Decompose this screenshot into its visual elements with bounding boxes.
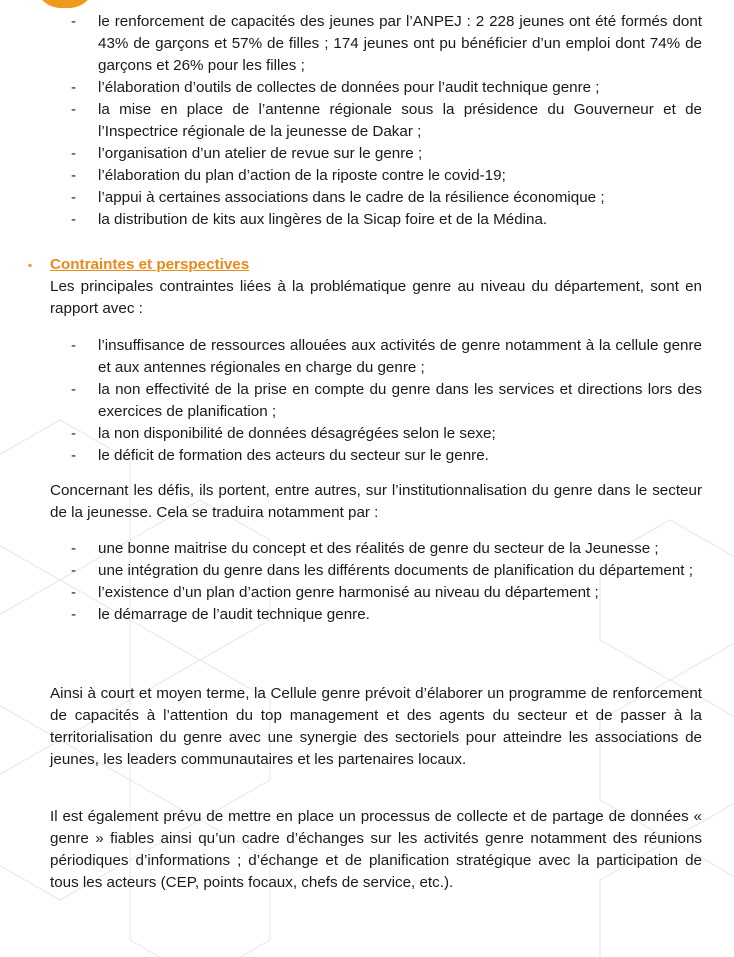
constraints-list bbox=[71, 335, 702, 467]
list-item: - l’élaboration d’outils de collectes de données pour l’audit technique genre ; bbox=[71, 79, 600, 96]
list-item: - l’appui à certaines associations dans le cadre de la résilience économique ; bbox=[71, 189, 605, 206]
list-item: - une bonne maitrise du concept et des réalités de genre du secteur de la Jeunesse ; bbox=[71, 540, 659, 557]
list-item: - l’organisation d’un atelier de revue sur le genre ; bbox=[71, 145, 423, 162]
list-item: - une intégration du genre dans les différents documents de planification du département ; bbox=[71, 562, 693, 579]
constraints-intro-paragraph: Les principales contraintes liées à la problématique genre au niveau du département, sont en rapport avec : bbox=[50, 278, 702, 317]
square-bullet-icon: ▪ bbox=[28, 258, 33, 272]
short-term-paragraph: Ainsi à court et moyen terme, la Cellule genre prévoit d’élaborer un programme de renforcement de capacités à l’attention du top management et des agents du secteur et de passer à la territorialisation du genre avec une synergie des sectoriels pour atteindre les associations de jeunes, les leaders communautaires et les partenaires locaux. bbox=[50, 685, 702, 768]
list-item: - l’existence d’un plan d’action genre harmonisé au niveau du département ; bbox=[71, 584, 599, 601]
activities-list bbox=[71, 11, 702, 231]
list-item: - la distribution de kits aux lingères de la Sicap foire et de la Médina. bbox=[71, 211, 548, 228]
data-process-paragraph: Il est également prévu de mettre en place un processus de collecte et de partage de données « genre » fiables ainsi qu’un cadre d’échanges sur les activités genre notamment des réunions périodiques d’informations ; d’échange et de planification stratégique avec la participation de tous les acteurs (CEP, points focaux, chefs de service, etc.). bbox=[50, 808, 702, 891]
challenges-list bbox=[71, 538, 702, 626]
list-item: - la mise en place de l’antenne régionale sous la présidence du Gouverneur et de l’Inspectrice régionale de la jeunesse de Dakar ; bbox=[71, 101, 702, 140]
list-item: - le déficit de formation des acteurs du secteur sur le genre. bbox=[71, 447, 489, 464]
list-item: - la non disponibilité de données désagrégées selon le sexe; bbox=[71, 425, 496, 442]
list-item: - le renforcement de capacités des jeunes par l’ANPEJ : 2 228 jeunes ont été formés dont 43% de garçons et 57% de filles ; 174 jeunes ont pu bénéficier d’un emploi dont 74% de garçons et 26% pour les filles ; bbox=[71, 13, 702, 74]
challenges-intro-paragraph: Concernant les défis, ils portent, entre autres, sur l’institutionnalisation du genre dans le secteur de la jeunesse. Cela se traduira notamment par : bbox=[50, 482, 702, 521]
list-item: - l’insuffisance de ressources allouées aux activités de genre notamment à la cellule genre et aux antennes régionales en charge du genre ; bbox=[71, 337, 702, 376]
section-heading-text: Contraintes et perspectives bbox=[50, 256, 250, 273]
list-item: - la non effectivité de la prise en compte du genre dans les services et directions lors des exercices de planification ; bbox=[71, 381, 702, 420]
list-item: - le démarrage de l’audit technique genre. bbox=[71, 606, 370, 623]
list-item: - l’élaboration du plan d’action de la riposte contre le covid-19; bbox=[71, 167, 506, 184]
